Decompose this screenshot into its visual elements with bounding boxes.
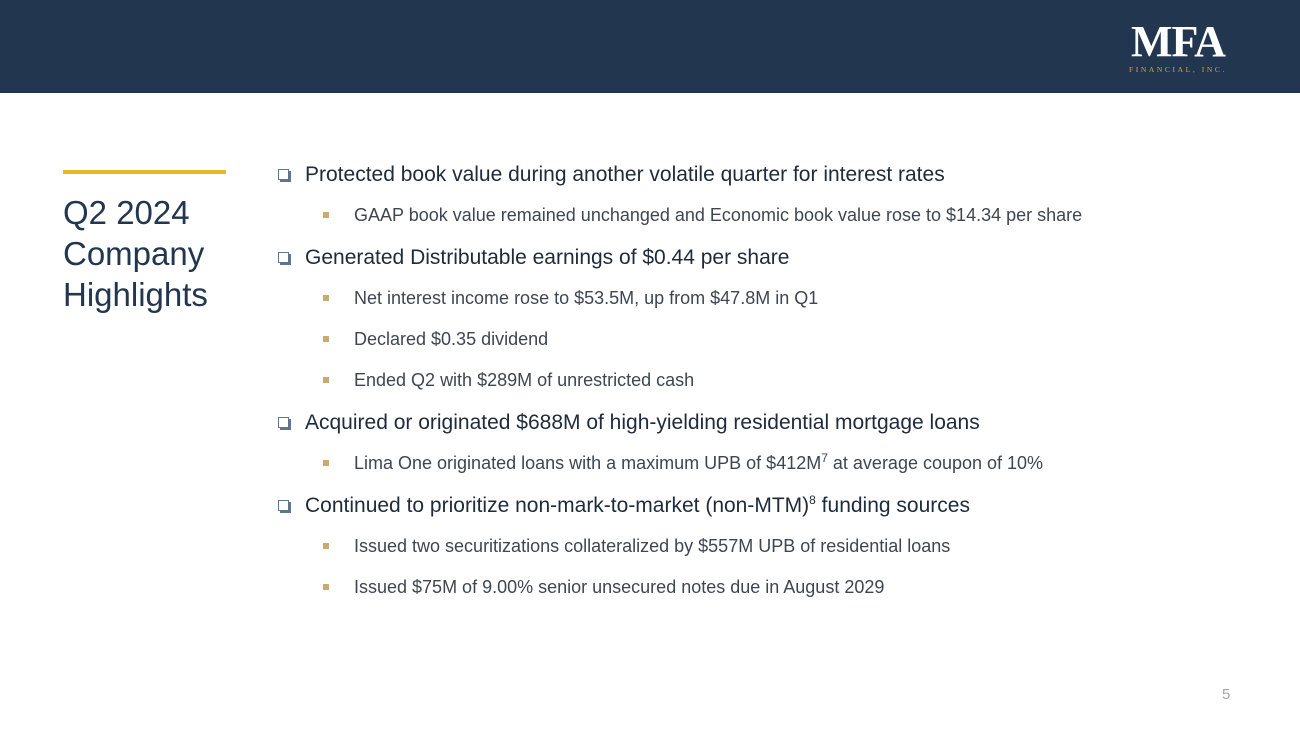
highlight-text: Generated Distributable earnings of $0.44 per share — [305, 246, 790, 269]
subitem-text: Declared $0.35 dividend — [354, 329, 549, 349]
highlight-subitem — [276, 326, 1256, 367]
checkbox-bullet-icon — [278, 169, 289, 180]
company-logo — [1118, 17, 1238, 74]
highlight-text-cont: funding sources — [815, 494, 970, 517]
square-bullet-icon — [323, 295, 329, 301]
highlight-subitem — [276, 533, 1256, 574]
section-title — [63, 192, 243, 315]
highlights-list — [276, 160, 1256, 615]
square-bullet-icon — [323, 212, 329, 218]
section-title-line: Highlights — [63, 276, 208, 313]
subitem-text: Net interest income rose to $53.5M, up from $47.8M in Q1 — [354, 288, 819, 308]
section-title-line: Company — [63, 235, 205, 272]
square-bullet-icon — [323, 336, 329, 342]
square-bullet-icon — [323, 543, 329, 549]
subitem-text: Lima One originated loans with a maximum UPB of $412M — [354, 453, 822, 473]
footnote-marker: 8 — [809, 493, 816, 507]
subitem-text: Issued two securitizations collateralized by $557M UPB of residential loans — [354, 536, 951, 556]
footnote-marker: 7 — [821, 451, 828, 465]
page-number: 5 — [1222, 686, 1231, 703]
checkbox-bullet-icon — [278, 417, 289, 428]
highlight-text: Protected book value during another volatile quarter for interest rates — [305, 163, 945, 186]
section-title-line: Q2 2024 — [63, 194, 190, 231]
header-bar — [0, 0, 1300, 93]
highlight-subitem — [276, 285, 1256, 326]
logo-subtext: FINANCIAL, INC. — [1129, 65, 1227, 74]
highlight-subitem — [276, 574, 1256, 615]
highlight-text: Acquired or originated $688M of high-yielding residential mortgage loans — [305, 411, 980, 434]
square-bullet-icon — [323, 584, 329, 590]
highlight-subitem — [276, 450, 1256, 491]
highlight-item — [276, 160, 1256, 202]
checkbox-bullet-icon — [278, 500, 289, 511]
checkbox-bullet-icon — [278, 252, 289, 263]
subitem-text: Issued $75M of 9.00% senior unsecured notes due in August 2029 — [354, 577, 885, 597]
square-bullet-icon — [323, 460, 329, 466]
subitem-text: GAAP book value remained unchanged and Economic book value rose to $14.34 per share — [354, 205, 1083, 225]
highlight-item — [276, 243, 1256, 285]
title-accent-line — [63, 170, 226, 174]
subitem-text: Ended Q2 with $289M of unrestricted cash — [354, 370, 695, 390]
subitem-text-cont: at average coupon of 10% — [827, 453, 1044, 473]
highlight-text: Continued to prioritize non-mark-to-market (non-MTM) — [305, 494, 810, 517]
highlight-item — [276, 408, 1256, 450]
highlight-subitem — [276, 202, 1256, 243]
highlight-subitem — [276, 367, 1256, 408]
square-bullet-icon — [323, 377, 329, 383]
logo-mark: MFA — [1131, 17, 1225, 66]
highlight-item — [276, 491, 1256, 533]
